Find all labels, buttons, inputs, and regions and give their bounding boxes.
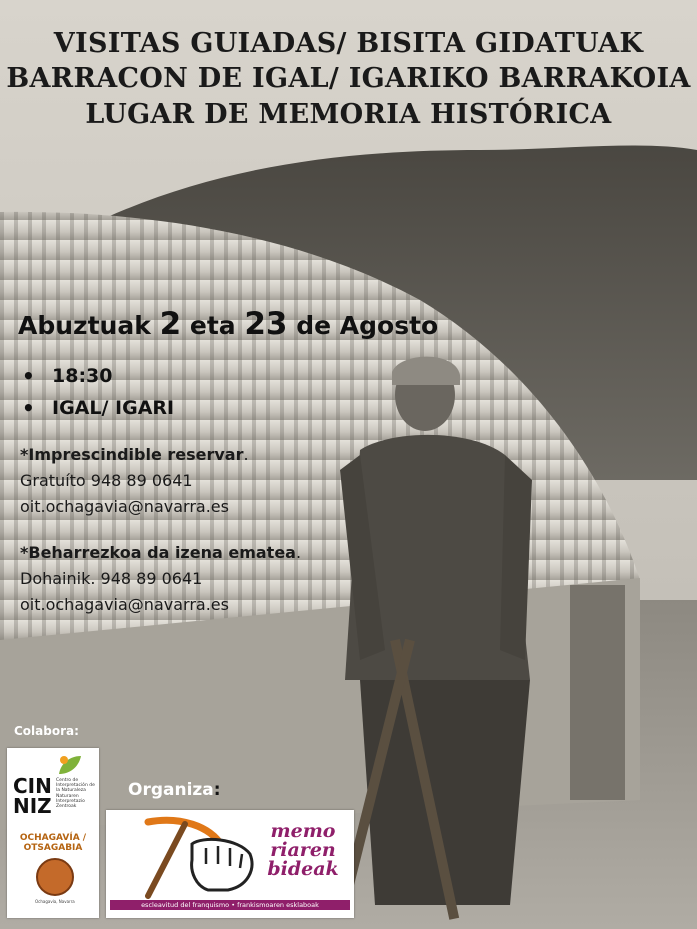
list-item — [22, 360, 174, 392]
period: . — [295, 543, 302, 562]
memo-line1: memo — [270, 820, 336, 842]
date-prefix: Abuztuak — [18, 311, 151, 340]
cinn-wordmark-line2: NIZ — [13, 794, 52, 818]
cinn-logo — [7, 748, 99, 918]
date-suffix: de Agosto — [296, 311, 439, 340]
period: . — [243, 445, 249, 464]
bullet-icon: • — [22, 364, 35, 388]
email-es[interactable]: oit.ochagavia@navarra.es — [20, 497, 229, 516]
event-date — [18, 306, 438, 342]
memo-tagline: escleavitud del franquismo • frankismoaren esklaboak — [110, 900, 350, 910]
cinn-subtitle: Centro de Interpretación de la Naturaleza Naturaren Interpretazio Zentroak — [56, 778, 95, 810]
bullet-icon: • — [22, 396, 35, 420]
title-line-3: LUGAR DE MEMORIA HISTÓRICA — [85, 99, 612, 130]
cinn-wordmark — [13, 776, 52, 816]
title-line-2: BARRACON DE IGAL/ IGARIKO BARRAKOIA — [6, 63, 691, 94]
event-location: IGAL/ IGARI — [52, 397, 175, 419]
reservation-required-es: *Imprescindible reservar — [20, 445, 244, 464]
phone-es[interactable]: Gratuíto 948 89 0641 — [20, 471, 193, 490]
info-basque — [20, 540, 301, 618]
organiza-label — [128, 780, 221, 800]
date-day-2: 23 — [244, 306, 288, 342]
date-middle: eta — [189, 311, 236, 340]
reservation-note-es — [20, 442, 249, 468]
phone-eu[interactable]: Dohainik. 948 89 0641 — [20, 569, 203, 588]
event-time: 18:30 — [52, 365, 113, 387]
town-seal-icon — [36, 858, 74, 896]
event-details-list — [22, 360, 174, 424]
reservation-note-eu — [20, 540, 301, 566]
memo-line3: bideak — [267, 858, 339, 880]
organiza-text: Organiza — [128, 780, 214, 800]
organiza-colon: : — [213, 780, 221, 800]
colabora-label: Colabora: — [14, 724, 79, 738]
list-item — [22, 392, 174, 424]
cinn-address: Ochagavía, Navarra — [35, 899, 75, 904]
title-line-1: VISITAS GUIADAS/ BISITA GIDATUAK — [53, 28, 644, 59]
email-eu[interactable]: oit.ochagavia@navarra.es — [20, 595, 229, 614]
reservation-required-eu: *Beharrezkoa da izena ematea — [20, 543, 296, 562]
memo-wordmark — [258, 822, 348, 879]
pickaxe-fist-icon — [110, 814, 260, 902]
memo-line2: riaren — [270, 839, 336, 861]
cinn-wordmark-line1: CIN — [13, 774, 52, 798]
date-day-1: 2 — [159, 306, 182, 342]
memoriaren-bideak-logo — [106, 810, 354, 918]
wooden-post — [570, 585, 625, 800]
leaf-icon — [55, 752, 85, 778]
cinn-town: OCHAGAVÍA / OTSAGABIA — [19, 833, 87, 853]
info-spanish — [20, 442, 249, 520]
